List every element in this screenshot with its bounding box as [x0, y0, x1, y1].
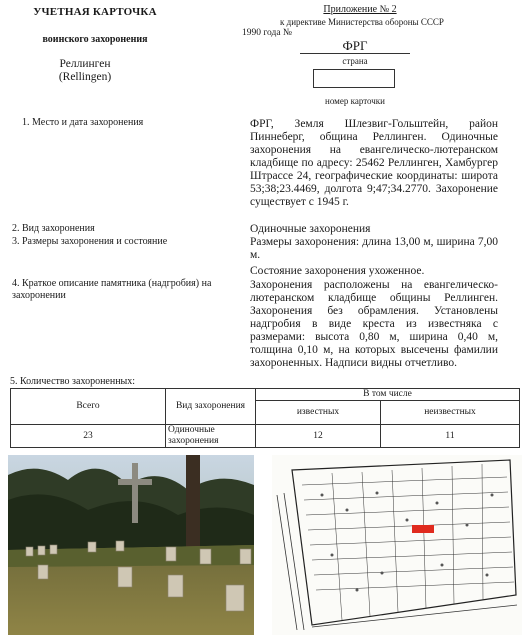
field-burial-type-value: Одиночные захоронения — [250, 223, 371, 235]
country-value: ФРГ — [300, 38, 410, 54]
card-number-box — [313, 69, 395, 88]
cemetery-map — [272, 455, 522, 635]
field-burial-place-value: ФРГ, Земля Шлезвиг-Гольштейн, район Пиннеберг, община Реллинген. Одиночные захоронения на евангелическо-лютеранском кладбище по адресу: 25462 Реллинген, Хамбургер Штрассе 24, географические координаты: широта 53;38;23.4469, долгота 9;47;34.2770. Захоронение существует с 1945 г. — [250, 118, 498, 208]
cell-known: 12 — [256, 425, 381, 448]
field-description-value: Захоронения расположены на евангелическо-лютеранском кладбище общины Реллинген. Захоронения без обрамления. Установлены надгробия в виде креста из известняка с размерами: высота 0,80 м, ширина 0,40 м, толщина 0,10 м, на которых высечены фамилии захороненных. Надписи видны отчетливо. — [250, 279, 498, 369]
cell-unknown: 11 — [381, 425, 520, 448]
field-size-label: 3. Размеры захоронения и состояние — [12, 236, 168, 247]
header-kind: Вид захоронения — [166, 389, 256, 425]
year-label: 1990 года № — [242, 28, 293, 38]
field-size-value: Размеры захоронения: длина 13,00 м, ширина 7,00 м. — [250, 236, 498, 261]
header-known: известных — [256, 401, 381, 425]
field-condition-value: Состояние захоронения ухоженное. — [250, 265, 425, 277]
burial-highlight-marker — [412, 525, 434, 533]
header-total: Всего — [11, 389, 166, 425]
card-title: УЧЕТНАЯ КАРТОЧКА — [33, 6, 157, 18]
card-number-label: номер карточки — [325, 96, 385, 106]
quantity-table — [10, 388, 520, 448]
field-description-label: 4. Краткое описание памятника (надгробия) на захоронении — [12, 278, 212, 301]
place-name-latin: (Rellingen) — [58, 71, 112, 83]
field-burial-place-label: 1. Место и дата захоронения — [22, 117, 144, 128]
cell-total: 23 — [11, 425, 166, 448]
cemetery-photo — [8, 455, 254, 635]
header-unknown: неизвестных — [381, 401, 520, 425]
appendix-label: Приложение № 2 — [323, 4, 397, 15]
header-including: В том числе — [256, 389, 520, 401]
country-label: страна — [342, 56, 368, 66]
card-subtitle: воинского захоронения — [42, 34, 148, 45]
field-burial-type-label: 2. Вид захоронения — [12, 223, 95, 234]
cell-kind: Одиночные захоронения — [166, 425, 256, 448]
place-name: Реллинген — [59, 58, 111, 70]
quantity-label: 5. Количество захороненных: — [10, 376, 136, 387]
directive-label: к директиве Министерства обороны СССР — [280, 17, 444, 27]
